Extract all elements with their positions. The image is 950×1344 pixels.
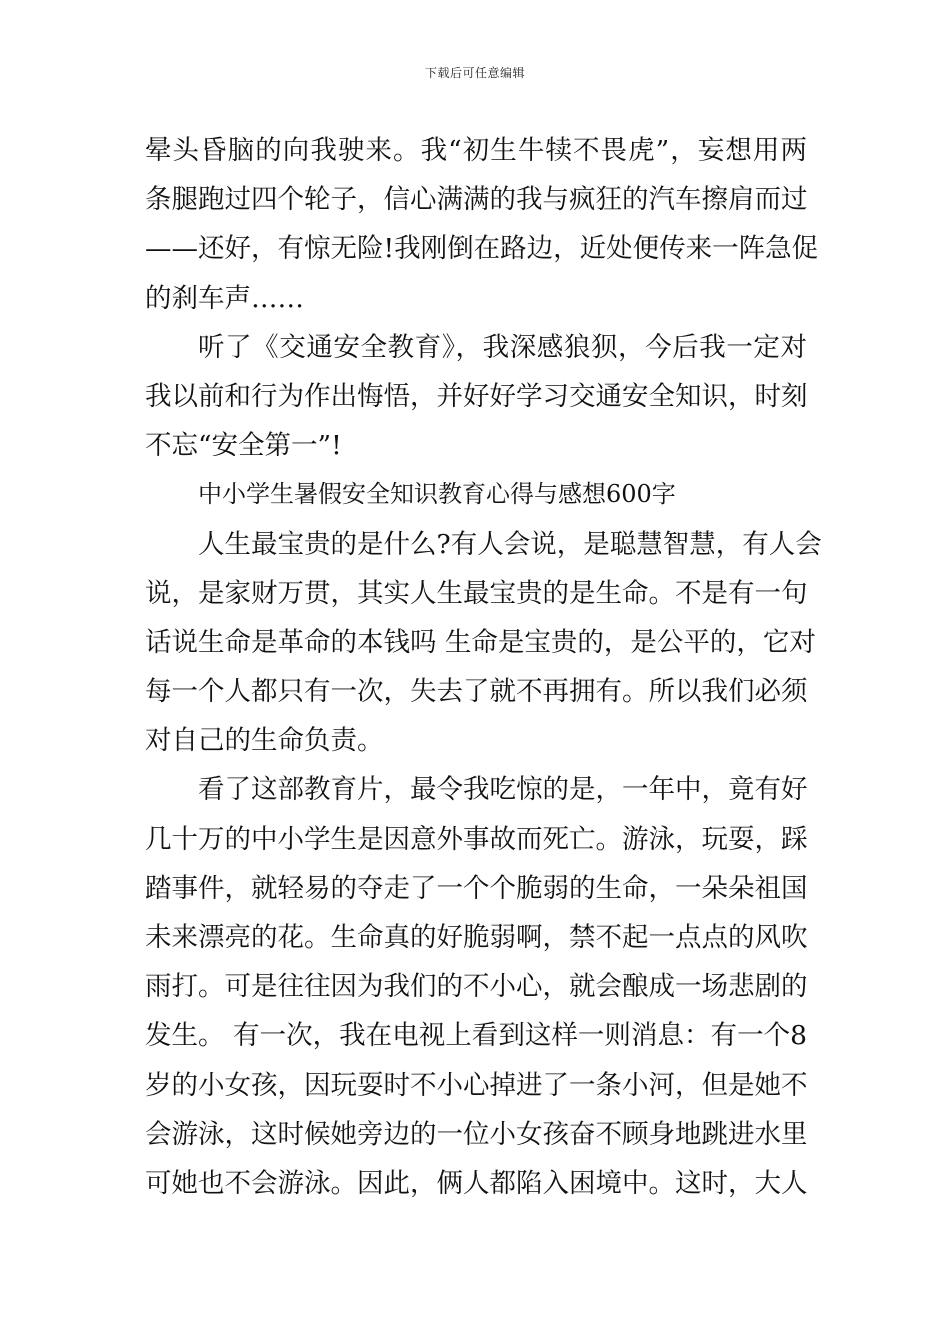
section-title: 中小学生暑假安全知识教育心得与感想600字: [198, 480, 676, 509]
text-line: 踏事件，就轻易的夺走了一个个脆弱的生命，一朵朵祖国: [145, 872, 808, 904]
page-header: 下载后可任意编辑: [424, 66, 525, 80]
text-line: 我以前和行为作出悔悟，并好好学习交通安全知识，时刻: [145, 380, 808, 412]
text-line: 岁的小女孩，因玩耍时不小心掉进了一条小河，但是她不: [145, 1069, 808, 1101]
document-body: [145, 126, 822, 1208]
text-line: 话说生命是革命的本钱吗 生命是宝贵的，是公平的，它对: [145, 626, 816, 658]
text-line: 会游泳，这时候她旁边的一位小女孩奋不顾身地跳进水里: [145, 1118, 808, 1150]
text-line: 雨打。可是往往因为我们的不小心，就会酿成一场悲剧的: [145, 971, 808, 1003]
text-line: 不忘“安全第一”!: [145, 430, 342, 462]
text-line: ——还好，有惊无险!我刚倒在路边，近处便传来一阵急促: [145, 233, 819, 265]
text-line: 每一个人都只有一次，失去了就不再拥有。所以我们必须: [145, 676, 808, 708]
paragraph-first-line: 人生最宝贵的是什么?有人会说，是聪慧智慧，有人会: [198, 528, 822, 560]
paragraph-first-line: 听了《交通安全教育》，我深感狼狈，今后我一定对: [198, 331, 807, 363]
text-line: 说，是家财万贯，其实人生最宝贵的是生命。不是有一句: [145, 577, 808, 609]
text-line: 发生。 有一次，我在电视上看到这样一则消息：有一个8: [145, 1020, 807, 1052]
text-line: 的刹车声……: [145, 282, 304, 314]
text-line: 条腿跑过四个轮子，信心满满的我与疯狂的汽车擦肩而过: [145, 184, 808, 216]
text-line: 几十万的中小学生是因意外事故而死亡。游泳，玩耍，踩: [145, 823, 808, 855]
text-line: 未来漂亮的花。生命真的好脆弱啊，禁不起一点点的风吹: [145, 922, 808, 953]
text-line: 晕头昏脑的向我驶来。我“初生牛犊不畏虎”，妄想用两: [145, 135, 807, 166]
paragraph-first-line: 看了这部教育片，最令我吃惊的是，一年中，竟有好: [198, 774, 808, 806]
text-line: 对自己的生命负责。: [145, 725, 384, 757]
text-line: 可她也不会游泳。因此，俩人都陷入困境中。这时，大人: [145, 1167, 808, 1199]
